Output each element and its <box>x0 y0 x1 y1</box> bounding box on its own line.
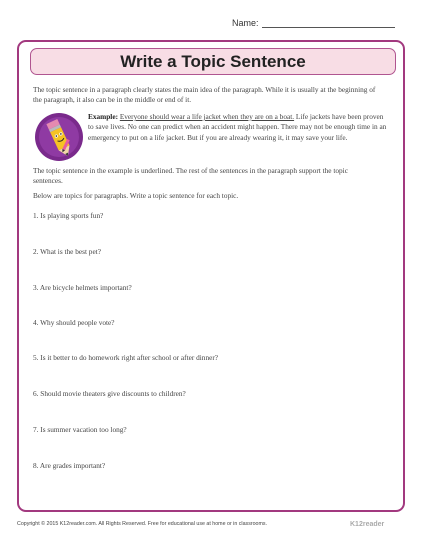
copyright-footer: Copyright © 2015 K12reader.com. All Rights Reserved. Free for educational use at home or in classrooms. <box>17 521 268 527</box>
name-field <box>232 18 395 28</box>
page-title: Write a Topic Sentence <box>120 51 306 71</box>
instructions-paragraph: Below are topics for paragraphs. Write a topic sentence for each topic. <box>33 191 239 200</box>
k12reader-logo <box>350 518 404 528</box>
logo-text: K12reader <box>350 521 385 528</box>
example-topic-sentence: Everyone should wear a life jacket when they are on a boat. <box>119 112 295 121</box>
question-item: 4. Why should people vote? <box>33 318 115 327</box>
question-item: 7. Is summer vacation too long? <box>33 425 127 434</box>
intro-paragraph: The topic sentence in a paragraph clearly states the main idea of the paragraph. While it is usually at the beginning of the paragraph, it also can be in the middle or end of it. <box>33 85 376 105</box>
example-paragraph <box>88 112 388 143</box>
title-banner <box>30 48 396 75</box>
question-item: 5. Is it better to do homework right after school or after dinner? <box>33 353 218 362</box>
example-supporting-sentences: Life jackets have been proven to save lives. No one can predict when an accident might happen. There may not be enough time in an emergency to put on a life jacket. But if you are already wearing it, it may save your life. <box>88 112 387 142</box>
question-item: 6. Should movie theaters give discounts to children? <box>33 389 186 398</box>
question-item: 2. What is the best pet? <box>33 247 101 256</box>
question-item: 3. Are bicycle helmets important? <box>33 283 132 292</box>
example-section <box>34 112 387 170</box>
worksheet-frame <box>17 40 405 512</box>
explanation-paragraph: The topic sentence in the example is underlined. The rest of the sentences in the paragraph support the topic sentences. <box>33 166 348 186</box>
name-label: Name: <box>232 18 259 28</box>
example-label: Example: <box>88 112 118 121</box>
name-line[interactable] <box>262 18 395 28</box>
pencil-mascot-icon <box>34 112 84 162</box>
question-item: 8. Are grades important? <box>33 461 106 470</box>
question-item: 1. Is playing sports fun? <box>33 211 104 220</box>
